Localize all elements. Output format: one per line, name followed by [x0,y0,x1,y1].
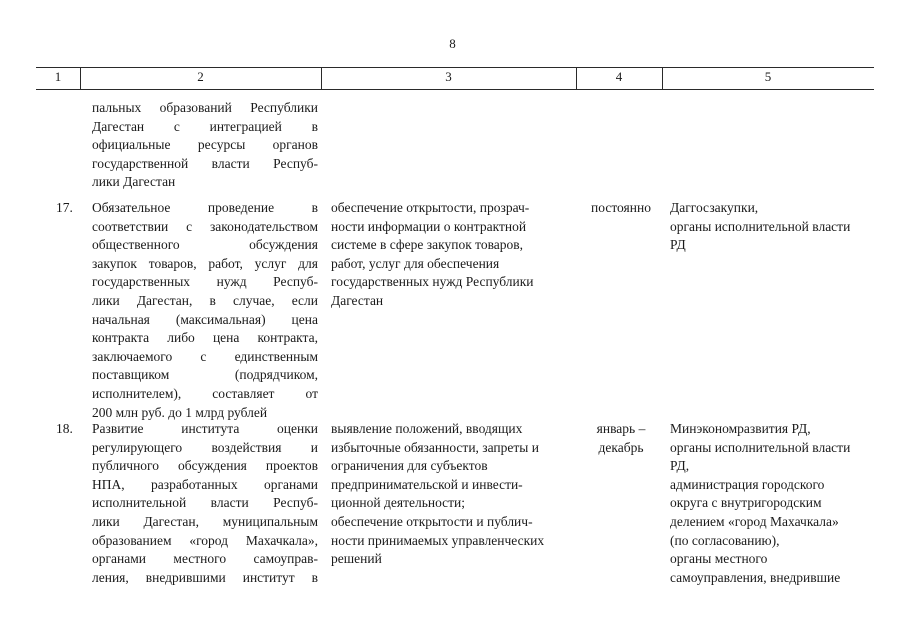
text-line: общественного обсуждения [92,237,318,253]
text-line: (по согласованию), [670,532,780,548]
text-line: работ, услуг для обеспечения [331,255,500,271]
text-line: ограничения для субъектов [331,458,488,474]
text-line: выявление положений, вводящих [331,421,523,436]
text-line: исполнительной власти Респуб- [92,495,318,511]
column-number-5: 5 [764,69,772,84]
row-deadline-text [582,420,660,457]
column-number-3: 3 [445,69,452,84]
row-number: 18. [56,421,73,436]
text-line: государственных нужд Респуб- [92,274,318,290]
text-line: лики Дагестан, в случае, если [92,292,318,308]
column-number-2: 2 [197,69,204,84]
row-result-text [331,420,575,569]
text-line: регулирующего воздействия и [92,439,318,455]
row-responsible-text [670,420,874,587]
text-line: органы исполнительной власти [670,439,851,455]
text-line: ности принимаемых управленческих [331,532,545,548]
text-line: Дагестан [331,292,384,308]
text-line: Даггосзакупки, [670,200,759,215]
text-line: самоуправления, внедрившие [670,569,841,585]
text-line: исполнителем), составляет от [92,385,318,401]
text-line: государственных нужд Республики [331,274,534,290]
text-line: предпринимательской и инвести- [331,476,523,492]
text-line: ционной деятельности; [331,495,466,511]
row-deadline-text [582,199,660,218]
text-line: ности информации о контрактной [331,218,527,234]
text-line: обеспечение открытости, прозрач- [331,200,530,215]
row-result-text [331,199,575,311]
text-line: решений [331,551,382,567]
column-number-1: 1 [54,69,62,84]
text-line: органы исполнительной власти [670,218,851,234]
row-activity-text [92,199,318,422]
text-line: Минэкономразвития РД, [670,421,811,436]
text-line: НПА, разработанных органами [92,476,318,492]
text-line: официальные ресурсы органов [92,137,318,153]
text-line: заключаемого с единственным [92,348,318,364]
text-line: начальная (максимальная) цена [92,311,318,327]
text-line: Дагестан с интеграцией в [92,118,318,134]
text-line: делением «город Махачкала» [670,513,839,529]
text-line: публичного обсуждения проектов [92,458,318,474]
text-line: образованием «город Махачкала», [92,532,318,548]
text-line: декабрь [598,439,644,455]
text-line: контракта либо цена контракта, [92,330,318,346]
row-responsible-text [670,199,874,255]
text-line: РД, [670,458,690,474]
row-activity-text [92,420,318,587]
text-line: лики Дагестан, муниципальным [92,513,318,529]
text-line: январь – [596,421,646,436]
table-header-top-border [36,67,874,68]
text-line: органы местного [670,551,768,567]
text-line: 200 млн руб. до 1 млрд рублей [92,404,268,420]
text-line: государственной власти Респуб- [92,155,318,171]
text-line: Развитие института оценки [92,421,318,436]
row-number: 17. [56,200,73,215]
text-line: пальных образований Республики [92,100,318,115]
text-line: поставщиком (подрядчиком, [92,367,318,383]
text-line: Обязательное проведение в [92,200,318,215]
column-number-4: 4 [615,69,623,84]
text-line: системе в сфере закупок товаров, [331,237,524,253]
text-line: РД [670,237,686,253]
text-line: избыточные обязанности, запреты и [331,439,539,455]
page-number: 8 [449,36,456,51]
text-line: органами местного самоуправ- [92,551,318,567]
text-line: постоянно [591,200,651,215]
text-line: ления, внедрившими институт в [92,569,318,585]
text-line: лики Дагестан [92,174,176,190]
text-line: обеспечение открытости и публич- [331,513,533,529]
text-line: округа с внутригородским [670,495,822,511]
table-header-bottom-border [36,89,874,90]
text-line: закупок товаров, работ, услуг для [92,255,318,271]
text-line: администрация городского [670,476,825,492]
continuation-activity-text [92,99,318,192]
text-line: соответствии с законодательством [92,218,318,234]
